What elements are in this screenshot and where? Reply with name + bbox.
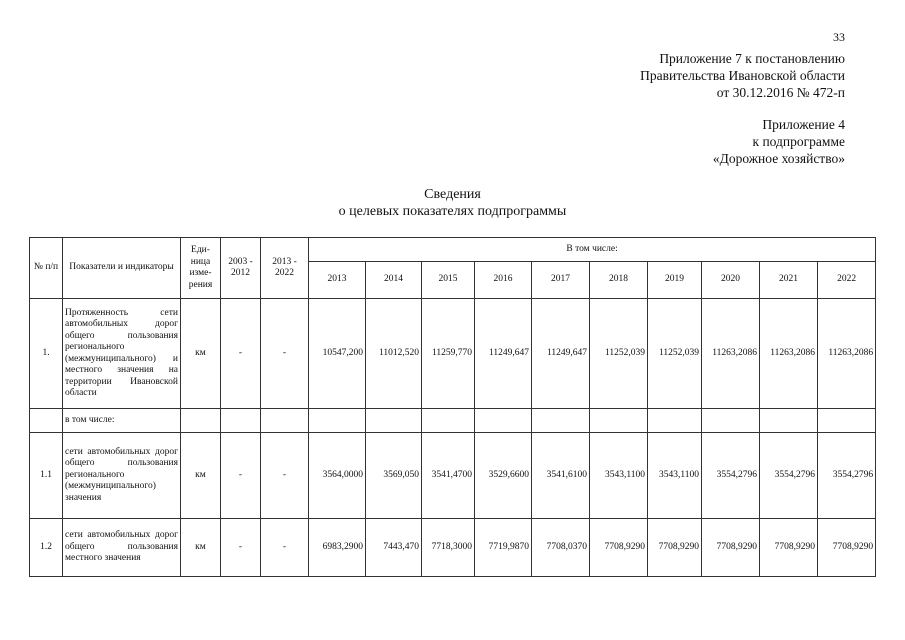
row-value: 10547,200 (309, 299, 366, 409)
row-value (309, 409, 366, 433)
row-unit: км (181, 519, 221, 577)
row-value: 3541,6100 (532, 433, 590, 519)
row-value (702, 409, 760, 433)
row-value: 11252,039 (590, 299, 648, 409)
title-line-2: о целевых показателях подпрограммы (338, 204, 567, 219)
row-value: 3554,2796 (760, 433, 818, 519)
header-year: 2014 (366, 262, 422, 299)
row-value: 11263,2086 (760, 299, 818, 409)
row-value: 11249,647 (475, 299, 532, 409)
document-title (0, 186, 905, 220)
row-p2: - (261, 299, 309, 409)
row-value: 7708,0370 (532, 519, 590, 577)
row-p2: - (261, 519, 309, 577)
page-number: 33 (833, 30, 845, 44)
row-value: 3529,6600 (475, 433, 532, 519)
row-value (532, 409, 590, 433)
header-year: 2017 (532, 262, 590, 299)
row-p1: - (221, 519, 261, 577)
row-unit: км (181, 433, 221, 519)
appendix-main-line-3: от 30.12.2016 № 472-п (716, 85, 845, 100)
header-period-2013-2022: 2013 - 2022 (261, 238, 309, 299)
row-value: 11249,647 (532, 299, 590, 409)
row-p1: - (221, 433, 261, 519)
appendix-sub-line-3: «Дорожное хозяйство» (712, 151, 845, 166)
header-num: № п/п (30, 238, 63, 299)
header-year: 2016 (475, 262, 532, 299)
row-value: 7708,9290 (648, 519, 702, 577)
row-value: 11263,2086 (702, 299, 760, 409)
row-value: 3543,1100 (590, 433, 648, 519)
row-unit: км (181, 299, 221, 409)
row-value: 7719,9870 (475, 519, 532, 577)
header-period-2003-2012: 2003 - 2012 (221, 238, 261, 299)
header-year: 2022 (818, 262, 876, 299)
appendix-main-line-2: Правительства Ивановской области (640, 68, 845, 83)
row-indicator: Протяженность сети автомобильных дорог общего пользования регионального (межмуниципального) и местного значения на территории Ивановской области (63, 299, 181, 409)
row-value: 3564,0000 (309, 433, 366, 519)
row-value: 7708,9290 (702, 519, 760, 577)
row-num (30, 409, 63, 433)
row-value: 3554,2796 (702, 433, 760, 519)
row-value (760, 409, 818, 433)
appendix-main-header (640, 50, 845, 101)
header-unit: Еди-ница изме-рения (181, 238, 221, 299)
header-year: 2018 (590, 262, 648, 299)
header-year: 2020 (702, 262, 760, 299)
row-value: 7718,3000 (422, 519, 475, 577)
row-p1: - (221, 299, 261, 409)
row-value: 3543,1100 (648, 433, 702, 519)
header-year: 2013 (309, 262, 366, 299)
appendix-sub-line-2: к подпрограмме (752, 134, 845, 149)
row-value: 7708,9290 (590, 519, 648, 577)
row-indicator: сети автомобильных дорог общего пользования регионального (межмуниципального) значения (63, 433, 181, 519)
row-value: 3541,4700 (422, 433, 475, 519)
row-value: 11263,2086 (818, 299, 876, 409)
row-p2 (261, 409, 309, 433)
row-value: 3569,050 (366, 433, 422, 519)
row-value (648, 409, 702, 433)
appendix-sub-header (713, 116, 845, 167)
table-row (30, 409, 876, 433)
table-row (30, 299, 876, 409)
row-unit (181, 409, 221, 433)
header-year: 2015 (422, 262, 475, 299)
header-year: 2019 (648, 262, 702, 299)
table-row (30, 433, 876, 519)
row-value (422, 409, 475, 433)
row-value: 11012,520 (366, 299, 422, 409)
row-value (590, 409, 648, 433)
appendix-main-line-1: Приложение 7 к постановлению (659, 51, 845, 66)
row-num: 1. (30, 299, 63, 409)
row-indicator: в том числе: (63, 409, 181, 433)
header-year: 2021 (760, 262, 818, 299)
appendix-sub-line-1: Приложение 4 (762, 117, 845, 132)
row-value: 7708,9290 (760, 519, 818, 577)
row-value (366, 409, 422, 433)
row-indicator: сети автомобильных дорог общего пользования местного значения (63, 519, 181, 577)
header-indicator: Показатели и индикаторы (63, 238, 181, 299)
row-value (818, 409, 876, 433)
header-including: В том числе: (309, 238, 876, 262)
row-p1 (221, 409, 261, 433)
target-indicators-table (29, 237, 876, 577)
row-value: 3554,2796 (818, 433, 876, 519)
row-value: 7708,9290 (818, 519, 876, 577)
row-value: 6983,2900 (309, 519, 366, 577)
title-line-1: Сведения (424, 187, 481, 202)
row-value: 7443,470 (366, 519, 422, 577)
row-value: 11252,039 (648, 299, 702, 409)
table-row (30, 519, 876, 577)
row-value: 11259,770 (422, 299, 475, 409)
row-p2: - (261, 433, 309, 519)
row-num: 1.2 (30, 519, 63, 577)
row-value (475, 409, 532, 433)
row-num: 1.1 (30, 433, 63, 519)
